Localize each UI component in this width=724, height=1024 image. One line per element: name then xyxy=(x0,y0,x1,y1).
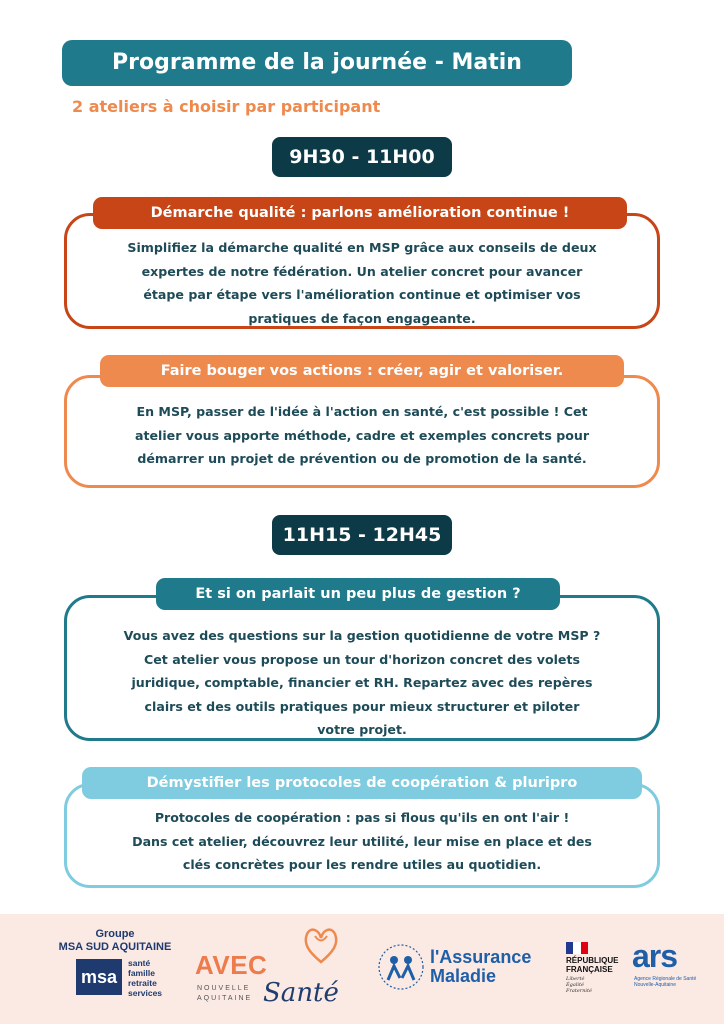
people-circle-icon xyxy=(376,942,426,992)
page-title: Programme de la journée - Matin xyxy=(62,40,572,86)
workshop-description: Simplifiez la démarche qualité en MSP grâce aux conseils de deux expertes de notre fédération. Un atelier concret pour avancer étape par étape vers l'amélioration continue et optimiser vos pratiques de façon engageante. xyxy=(127,240,597,326)
workshop-description: En MSP, passer de l'idée à l'action en santé, c'est possible ! Cet atelier vous apporte méthode, cadre et exemples concrets pour démarrer un projet de prévention ou de promotion de la santé. xyxy=(134,404,590,466)
workshop-description: Vous avez des questions sur la gestion quotidienne de votre MSP ? Cet atelier vous propose un tour d'horizon concret des volets juridique, comptable, financier et RH. Repartez avec des repères clairs et des outils pratiques pour mieux structurer et piloter votre projet. xyxy=(123,628,601,737)
workshop-card-management xyxy=(64,595,660,741)
ars-logo: ars Agence Régionale de Santé Nouvelle-Aquitaine xyxy=(632,938,697,988)
msa-logo: Groupe MSA SUD AQUITAINE msa santé famille retraite services xyxy=(58,928,172,998)
partner-logos-footer xyxy=(0,914,724,1024)
workshop-card-actions xyxy=(64,375,660,488)
msa-mark: msa xyxy=(76,959,122,995)
workshop-description: Protocoles de coopération : pas si flous qu'ils en ont l'air ! Dans cet atelier, découvrez leur utilité, leur mise en place et des clés concrètes pour les rendre utiles au quotidien. xyxy=(132,810,592,872)
time-badge-morning-2: 11H15 - 12H45 xyxy=(272,515,452,555)
assurance-maladie-logo: l'Assurance Maladie xyxy=(376,942,546,1002)
page-subtitle: 2 ateliers à choisir par participant xyxy=(72,97,381,116)
heart-swirl-icon xyxy=(299,922,343,966)
workshop-title-actions: Faire bouger vos actions : créer, agir et valoriser. xyxy=(100,355,624,387)
workshop-card-quality xyxy=(64,213,660,329)
french-flag-icon xyxy=(566,942,588,954)
workshop-title-management: Et si on parlait un peu plus de gestion ? xyxy=(156,578,560,610)
workshop-title-protocols: Démystifier les protocoles de coopération & pluripro xyxy=(82,767,642,799)
avec-sante-logo: AVEC NOUVELLE AQUITAINE Santé xyxy=(195,922,355,1018)
workshop-title-quality: Démarche qualité : parlons amélioration continue ! xyxy=(93,197,627,229)
republique-francaise-logo: RÉPUBLIQUE FRANÇAISE Liberté Égalité Fraternité xyxy=(566,942,626,1006)
time-badge-morning-1: 9H30 - 11H00 xyxy=(272,137,452,177)
